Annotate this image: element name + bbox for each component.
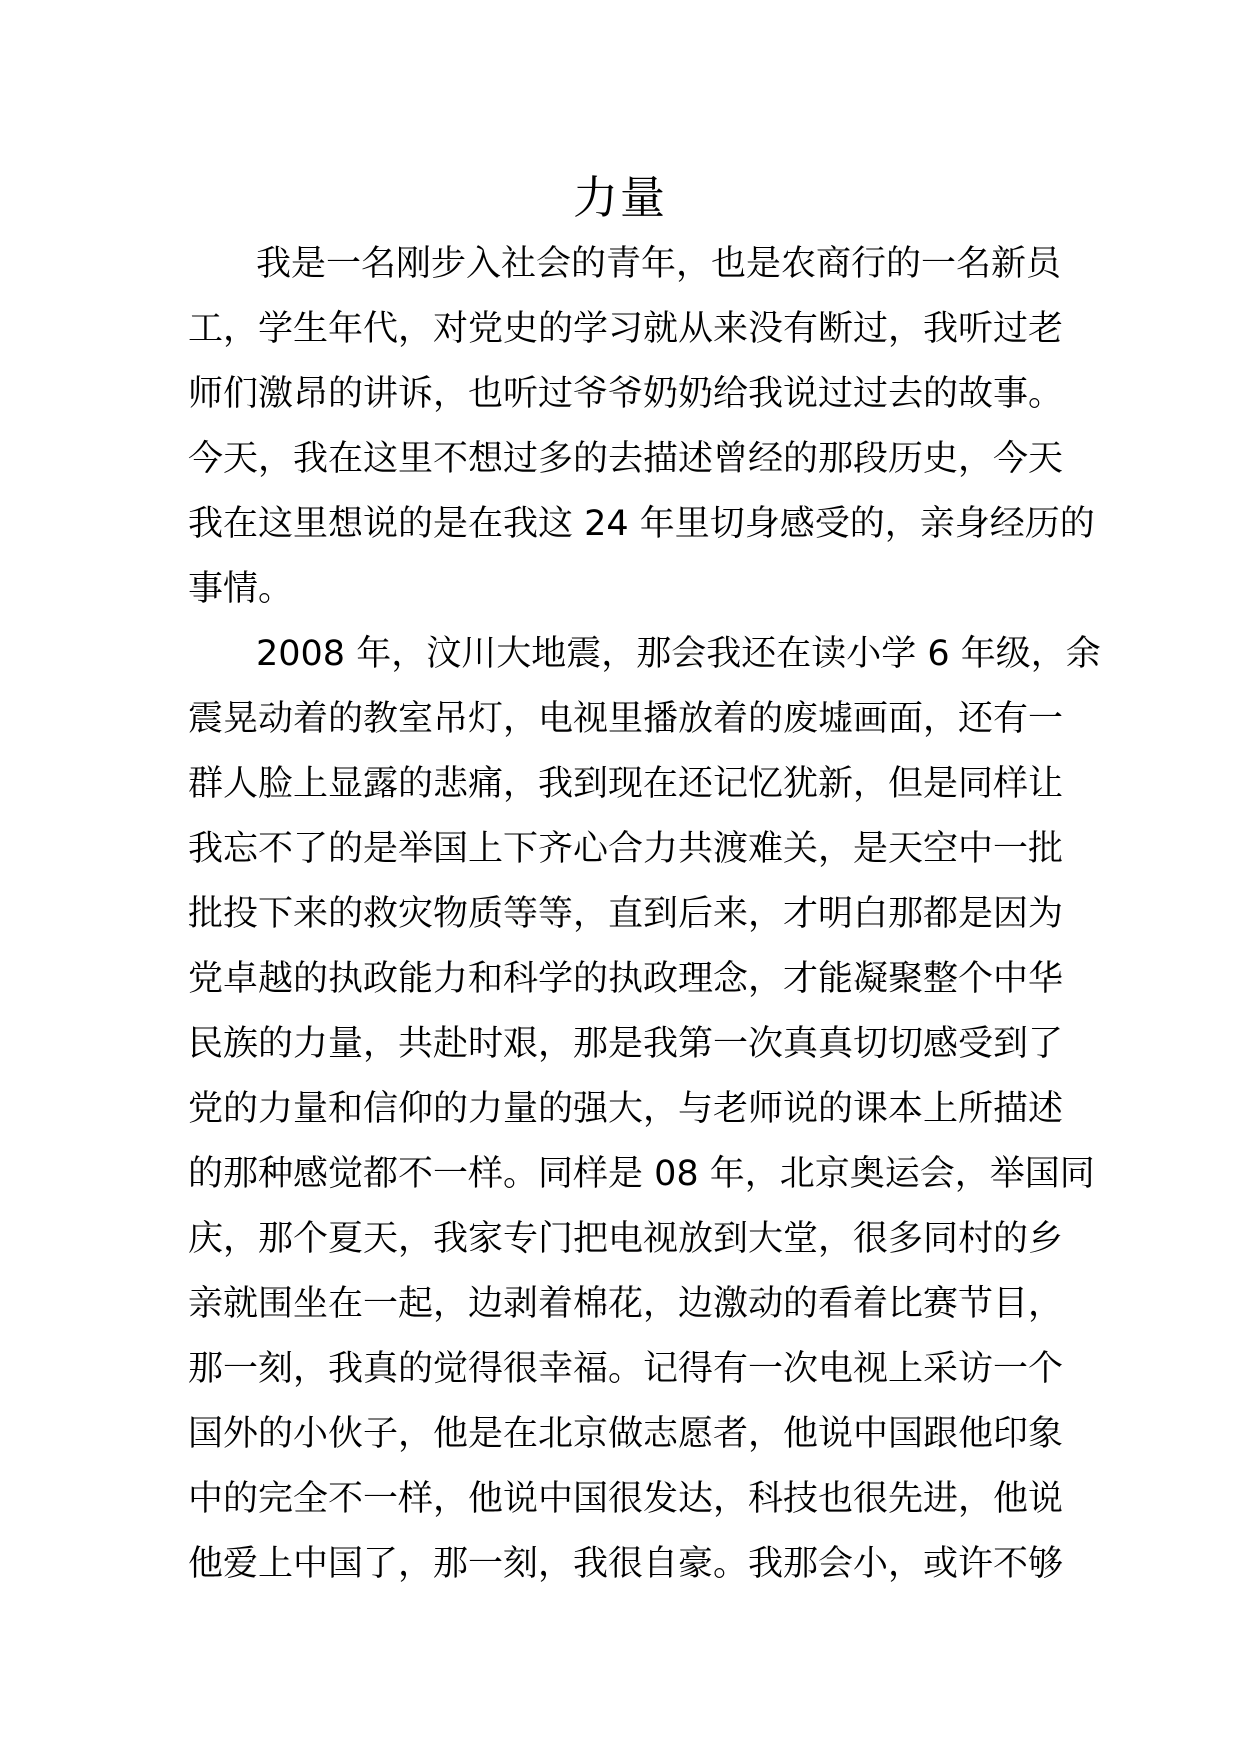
paragraph-2-line-4: 我忘不了的是举国上下齐心合力共渡难关，是天空中一批 <box>188 829 1064 869</box>
paragraph-1-line-6: 事情。 <box>188 569 294 609</box>
paragraph-2-line-7: 民族的力量，共赴时艰，那是我第一次真真切切感受到了 <box>188 1024 1064 1064</box>
paragraph-2-line-15: 他爱上中国了，那一刻，我很自豪。我那会小，或许不够 <box>188 1544 1064 1584</box>
paragraph-2-line-11: 亲就围坐在一起，边剥着棉花，边激动的看着比赛节目， <box>188 1284 1064 1324</box>
paragraph-2-line-12: 那一刻，我真的觉得很幸福。记得有一次电视上采访一个 <box>188 1349 1064 1389</box>
paragraph-1-line-4: 今天，我在这里不想过多的去描述曾经的那段历史，今天 <box>188 439 1064 479</box>
paragraph-2-line-9: 的那种感觉都不一样。同样是 08 年，北京奥运会，举国同 <box>188 1154 1095 1194</box>
paragraph-2-line-8: 党的力量和信仰的力量的强大，与老师说的课本上所描述 <box>188 1089 1064 1129</box>
paragraph-2-line-10: 庆，那个夏天，我家专门把电视放到大堂，很多同村的乡 <box>188 1219 1064 1259</box>
paragraph-1-line-2: 工，学生年代，对党史的学习就从来没有断过，我听过老 <box>188 309 1064 349</box>
paragraph-2-line-5: 批投下来的救灾物质等等，直到后来，才明白那都是因为 <box>188 894 1064 934</box>
paragraph-2-line-14: 中的完全不一样，他说中国很发达，科技也很先进，他说 <box>188 1479 1064 1519</box>
paragraph-1-line-5: 我在这里想说的是在我这 24 年里切身感受的，亲身经历的 <box>188 504 1095 544</box>
paragraph-1-line-1: 我是一名刚步入社会的青年，也是农商行的一名新员 <box>256 244 1062 284</box>
paragraph-2-line-13: 国外的小伙子，他是在北京做志愿者，他说中国跟他印象 <box>188 1414 1064 1454</box>
paragraph-2-line-2: 震晃动着的教室吊灯，电视里播放着的废墟画面，还有一 <box>188 699 1064 739</box>
paragraph-1-line-3: 师们激昂的讲诉，也听过爷爷奶奶给我说过过去的故事。 <box>188 374 1064 414</box>
document-title: 力量 <box>572 171 667 224</box>
paragraph-2-line-6: 党卓越的执政能力和科学的执政理念，才能凝聚整个中华 <box>188 959 1064 999</box>
document-body <box>188 232 1101 1597</box>
paragraph-2-line-1: 2008 年，汶川大地震，那会我还在读小学 6 年级，余 <box>256 634 1101 674</box>
paragraph-2-line-3: 群人脸上显露的悲痛，我到现在还记忆犹新，但是同样让 <box>188 764 1064 804</box>
